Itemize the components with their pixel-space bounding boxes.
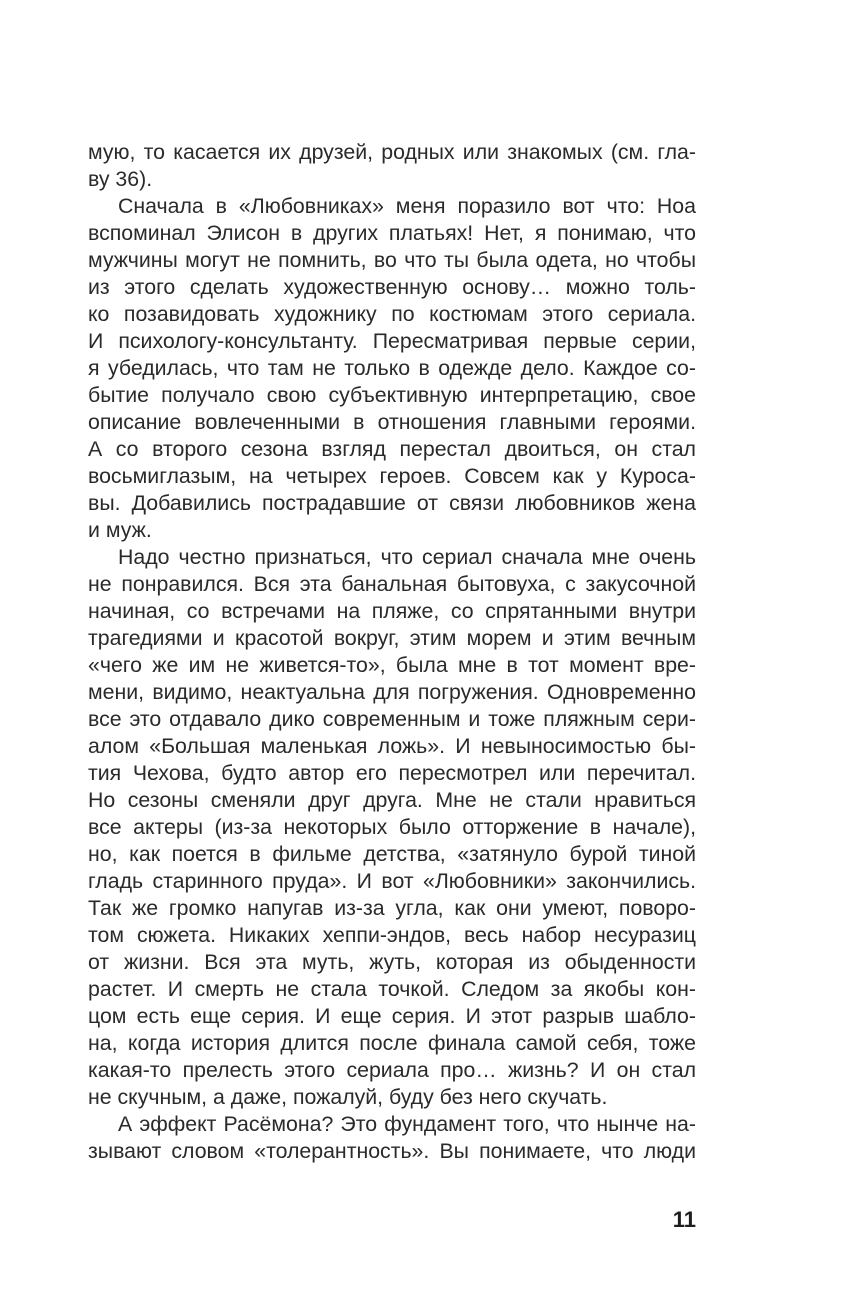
text-line: но, как поется в фильме детства, «затянуло бурой тиной <box>88 842 696 866</box>
text-line: описание вовлеченными в отношения главными героями. <box>88 410 696 434</box>
text-line: вспоминал Элисон в других платьях! Нет, я понимаю, что <box>88 221 696 245</box>
text-line: из этого сделать художественную основу… можно толь- <box>88 275 696 299</box>
text-line: все актеры (из-за некоторых было отторжение в начале), <box>88 815 696 839</box>
text-line: том сюжета. Никаких хеппи-эндов, весь набор несуразиц <box>88 923 696 947</box>
text-line: на, когда история длится после финала самой себя, тоже <box>88 1031 696 1055</box>
text-line: какая-то прелесть этого сериала про… жизнь? И он стал <box>88 1058 696 1082</box>
text-line: И психологу-консультанту. Пересматривая первые серии, <box>88 329 696 353</box>
text-line: и муж. <box>88 518 152 542</box>
text-line: мени, видимо, неактуальна для погружения. Одновременно <box>88 680 696 704</box>
text-line: ко позавидовать художнику по костюмам этого сериала. <box>88 302 696 326</box>
text-line: Но сезоны сменяли друг друга. Мне не стали нравиться <box>88 788 696 812</box>
text-line: «чего же им не живется-то», была мне в тот момент вре- <box>88 653 696 677</box>
text-line: Надо честно признаться, что сериал сначала мне очень <box>118 545 696 569</box>
text-line: Сначала в «Любовниках» меня поразило вот что: Ноа <box>118 194 696 218</box>
text-line: я убедилась, что там не только в одежде дело. Каждое со- <box>88 356 696 380</box>
text-line: растет. И смерть не стала точкой. Следом за якобы кон- <box>88 977 696 1001</box>
text-line: начиная, со встречами на пляже, со спрятанными внутри <box>88 599 696 623</box>
text-line: не скучным, а даже, пожалуй, буду без него скучать. <box>88 1085 608 1109</box>
text-line: все это отдавало дико современным и тоже пляжным сери- <box>88 707 696 731</box>
text-line: не понравился. Вся эта банальная бытовуха, с закусочной <box>88 572 696 596</box>
text-line: гладь старинного пруда». И вот «Любовники» закончились. <box>88 869 696 893</box>
text-line: А со второго сезона взгляд перестал двоиться, он стал <box>88 437 696 461</box>
text-line: мую, то касается их друзей, родных или знакомых (см. гла- <box>88 140 696 164</box>
text-line: восьмиглазым, на четырех героев. Совсем как у Куроса- <box>88 464 696 488</box>
text-line: зывают словом «толерантность». Вы понимаете, что люди <box>88 1139 696 1163</box>
text-line: тия Чехова, будто автор его пересмотрел или перечитал. <box>88 761 696 785</box>
text-line: А эффект Расёмона? Это фундамент того, что нынче на- <box>118 1112 696 1136</box>
text-line: Так же громко напугав из-за угла, как они умеют, поворо- <box>88 896 696 920</box>
text-line: от жизни. Вся эта муть, жуть, которая из обыденности <box>88 950 696 974</box>
text-line: трагедиями и красотой вокруг, этим морем и этим вечным <box>88 626 696 650</box>
text-line: бытие получало свою субъективную интерпретацию, свое <box>88 383 696 407</box>
text-line: цом есть еще серия. И еще серия. И этот разрыв шабло- <box>88 1004 696 1028</box>
text-line: алом «Большая маленькая ложь». И невыносимостью бы- <box>88 734 696 758</box>
text-line: вы. Добавились пострадавшие от связи любовников жена <box>88 491 696 515</box>
page-number: 11 <box>672 1207 696 1232</box>
text-line: мужчины могут не помнить, во что ты была одета, но чтобы <box>88 248 696 272</box>
text-line: ву 36). <box>88 167 153 191</box>
